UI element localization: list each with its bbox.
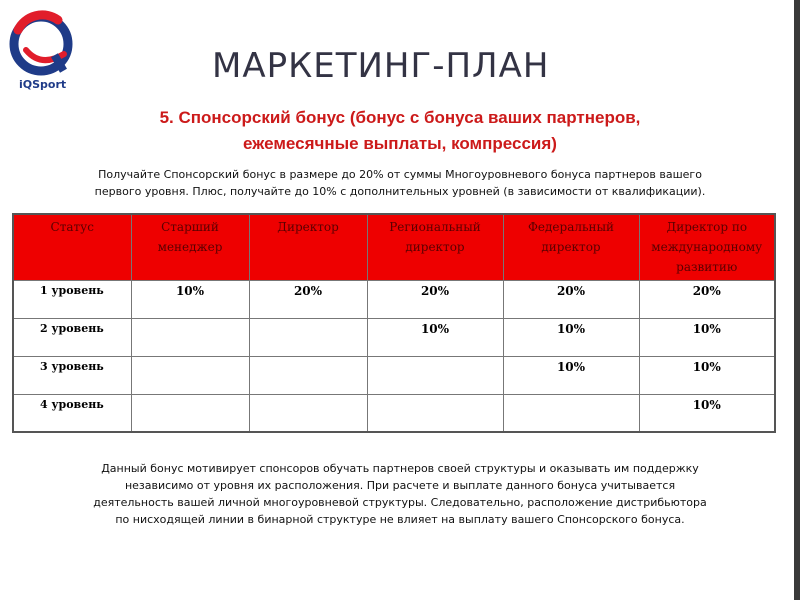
table-row <box>13 356 775 394</box>
footer-line: независимо от уровня их расположения. При расчете и выплате данного бонуса учитывается <box>124 479 676 492</box>
intro-line: первого уровня. Плюс, получайте до 10% с дополнительных уровней (в зависимости от квалификации). <box>94 185 706 198</box>
table-cell <box>503 394 639 432</box>
subtitle-line: ежемесячные выплаты, компрессия) <box>243 134 557 153</box>
footer-line: Данный бонус мотивирует спонсоров обучать партнеров своей структуры и оказывать им поддержку <box>101 462 699 475</box>
page-title: МАРКЕТИНГ-ПЛАН <box>212 46 550 86</box>
table-row <box>13 318 775 356</box>
intro-line: Получайте Спонсорский бонус в размере до 20% от суммы Многоуровневого бонуса партнеров вашего <box>98 168 702 181</box>
table-cell: 10% <box>367 318 503 356</box>
column-header: Статус <box>13 214 131 280</box>
table-cell: 10% <box>131 280 249 318</box>
table-cell: 20% <box>367 280 503 318</box>
table-cell: 10% <box>639 318 775 356</box>
subtitle-line: 5. Спонсорский бонус (бонус с бонуса ваших партнеров, <box>159 108 641 127</box>
table-row <box>13 280 775 318</box>
level-cell: 1 уровень <box>13 280 131 318</box>
table-cell <box>131 318 249 356</box>
table-cell <box>131 356 249 394</box>
intro-text <box>20 166 780 200</box>
column-header: Директор <box>249 214 367 280</box>
table-cell <box>367 394 503 432</box>
table-cell: 10% <box>639 394 775 432</box>
column-header: Региональный директор <box>367 214 503 280</box>
level-cell: 4 уровень <box>13 394 131 432</box>
table-header-row <box>13 214 775 280</box>
table-cell: 20% <box>503 280 639 318</box>
table-row <box>13 394 775 432</box>
table-cell <box>367 356 503 394</box>
section-subtitle <box>40 105 760 157</box>
column-header: Федеральный директор <box>503 214 639 280</box>
level-cell: 3 уровень <box>13 356 131 394</box>
bonus-table <box>12 213 776 433</box>
column-header: Старший менеджер <box>131 214 249 280</box>
right-edge-bar <box>794 0 800 600</box>
table-cell: 10% <box>639 356 775 394</box>
level-cell: 2 уровень <box>13 318 131 356</box>
footer-line: деятельность вашей личной многоуровневой структуры. Следовательно, расположение дистрибьютора <box>93 496 707 509</box>
table-cell <box>131 394 249 432</box>
footer-line: по нисходящей линии в бинарной структуре не влияет на выплату вашего Спонсорского бонуса. <box>115 513 685 526</box>
table-cell <box>249 356 367 394</box>
column-header: Директор по международному развитию <box>639 214 775 280</box>
footer-text <box>30 460 770 528</box>
table-cell: 10% <box>503 318 639 356</box>
table-cell <box>249 318 367 356</box>
table-cell: 10% <box>503 356 639 394</box>
table-cell <box>249 394 367 432</box>
table-cell: 20% <box>639 280 775 318</box>
logo-text: iQSport <box>19 78 67 91</box>
table-cell: 20% <box>249 280 367 318</box>
